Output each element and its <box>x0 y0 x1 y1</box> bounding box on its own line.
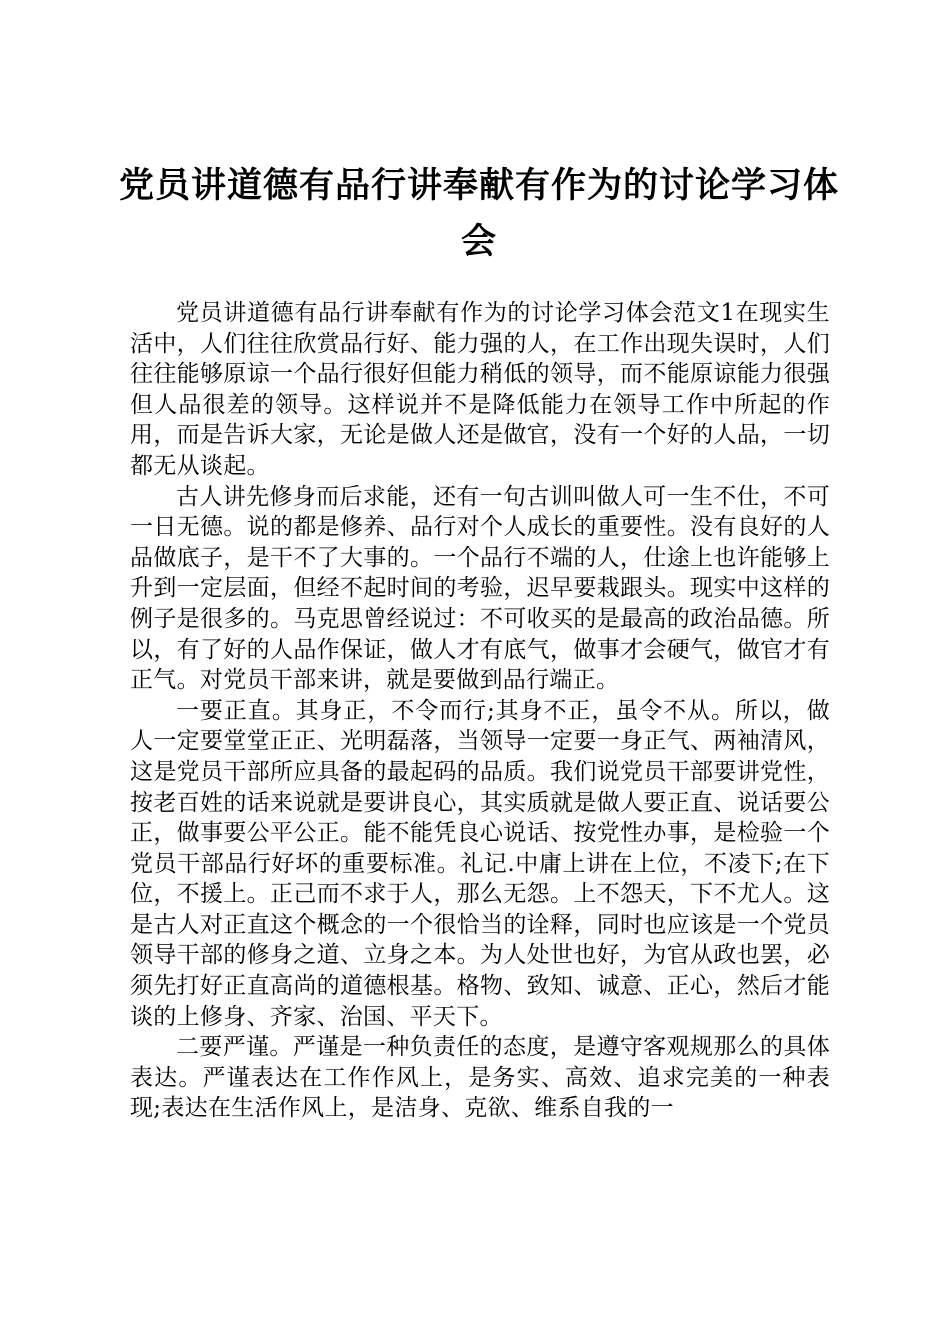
paragraph-2: 古人讲先修身而后求能，还有一句古训叫做人可一生不仕，不可一日无德。说的都是修养、品行对个人成长的重要性。没有良好的人品做底子，是干不了大事的。一个品行不端的人，仕途上也许能够上升到一定层面，但经不起时间的考验，迟早要栽跟头。现实中这样的例子是很多的。马克思曾经说过：不可收买的是最高的政治品德。所以，有了好的人品作保证，做人才有底气，做事才会硬气，做官才有正气。对党员干部来讲，就是要做到品行端正。 <box>130 483 830 694</box>
paragraph-3: 一要正直。其身正，不令而行;其身不正，虽令不从。所以，做人一定要堂堂正正、光明磊落，当领导一定要一身正气、两袖清风，这是党员干部所应具备的最起码的品质。我们说党员干部要讲党性，按老百姓的话来说就是要讲良心，其实质就是做人要正直、说话要公正，做事要公平公正。能不能凭良心说话、按党性办事，是检验一个党员干部品行好坏的重要标准。礼记.中庸上讲在上位，不凌下;在下位，不援上。正己而不求于人，那么无怨。上不怨天，下不尤人。这是古人对正直这个概念的一个很恰当的诠释，同时也应该是一个党员领导干部的修身之道、立身之本。为人处世也好，为官从政也罢，必须先打好正直高尚的道德根基。格物、致知、诚意、正心，然后才能谈的上修身、齐家、治国、平天下。 <box>130 697 830 1030</box>
document-title: 党员讲道德有品行讲奉献有作为的讨论学习体会 <box>118 165 839 262</box>
paragraph-1: 党员讲道德有品行讲奉献有作为的讨论学习体会范文1在现实生活中，人们往往欣赏品行好、能力强的人，在工作出现失误时，人们往往能够原谅一个品行很好但能力稍低的领导，而不能原谅能力很强但人品很差的领导。这样说并不是降低能力在领导工作中所起的作用，而是告诉大家，无论是做人还是做官，没有一个好的人品，一切都无从谈起。 <box>130 300 830 479</box>
document-body <box>130 298 830 1124</box>
paragraph-4: 二要严谨。严谨是一种负责任的态度，是遵守客观规那么的具体表达。严谨表达在工作作风上，是务实、高效、追求完美的一种表现;表达在生活作风上，是洁身、克欲、维系自我的一 <box>130 1034 830 1122</box>
